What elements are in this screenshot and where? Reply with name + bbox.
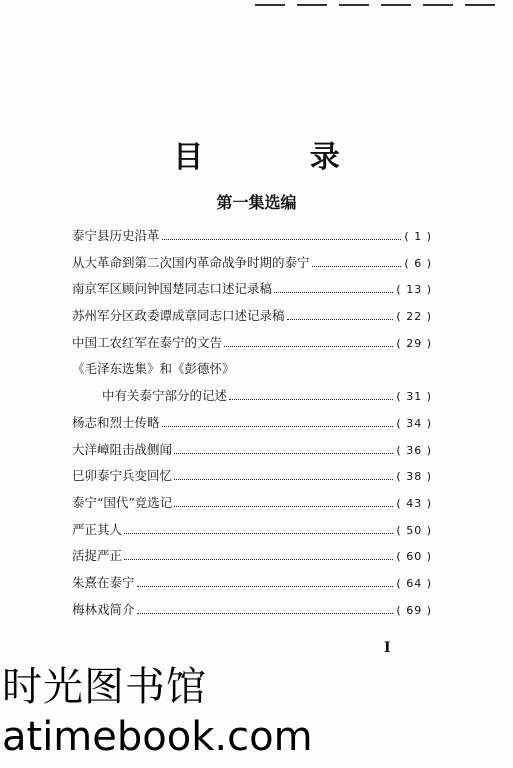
toc-entry-page: ( 13 ) — [396, 283, 432, 297]
toc-entry[interactable] — [72, 493, 432, 520]
dash-mark — [423, 4, 453, 6]
toc-entry-page: ( 1 ) — [404, 230, 432, 243]
toc-entry-page: ( 50 ) — [396, 523, 432, 537]
toc-leader-dots — [124, 533, 393, 534]
toc-entry[interactable] — [72, 600, 432, 627]
toc-entry-page: ( 60 ) — [396, 550, 432, 564]
toc-leader-dots — [162, 426, 394, 427]
toc-entry[interactable] — [72, 466, 432, 493]
page-number: I — [384, 640, 391, 656]
toc-entry-title: 大洋嶂阻击战侧闻 — [72, 441, 173, 457]
toc-entry-title: 苏州军分区政委谭成章同志口述记录稿 — [72, 308, 285, 324]
toc-entry-page: ( 64 ) — [396, 576, 432, 590]
toc-leader-dots — [174, 479, 393, 480]
toc-entry-page: ( 29 ) — [396, 336, 432, 350]
toc-entry[interactable] — [72, 413, 432, 440]
toc-entry[interactable] — [72, 279, 432, 306]
toc-leader-dots — [137, 586, 394, 587]
watermark-brand-text: 时光图书馆 — [2, 664, 207, 710]
dash-mark — [381, 4, 411, 6]
toc-entry[interactable] — [72, 546, 432, 573]
dash-mark — [339, 4, 369, 6]
toc-entry-title: 中有关泰宁部分的记述 — [102, 388, 228, 404]
toc-entry-title: 泰宁“国代”竞选记 — [72, 494, 173, 510]
page-title: 目 录 — [173, 140, 388, 175]
toc-entry-title: 《毛泽东选集》和《彭德怀》 — [72, 361, 235, 377]
toc-entry-title: 中国工农红军在泰宁的文告 — [72, 334, 223, 350]
toc-leader-dots — [137, 613, 394, 614]
toc-entry-title: 梅林戏简介 — [72, 601, 135, 617]
toc-entry[interactable] — [72, 359, 432, 386]
toc-entry[interactable] — [72, 306, 432, 333]
toc-entry[interactable] — [72, 386, 432, 413]
toc-leader-dots — [174, 453, 393, 454]
dash-mark — [255, 4, 285, 6]
toc-entry[interactable] — [72, 573, 432, 600]
toc-entry-page: ( 43 ) — [396, 496, 432, 510]
toc-entry-title: 巳卯泰宁兵变回忆 — [72, 468, 173, 484]
table-of-contents — [72, 226, 432, 626]
section-heading: 第一集选编 — [216, 193, 297, 212]
toc-entry-page: ( 36 ) — [396, 443, 432, 457]
toc-entry[interactable] — [72, 226, 432, 253]
toc-entry-title: 严正其人 — [72, 521, 123, 537]
toc-entry-page: ( 69 ) — [396, 603, 432, 617]
toc-leader-dots — [274, 292, 393, 293]
toc-entry[interactable] — [72, 253, 432, 280]
toc-entry-title: 南京军区顾问钟国楚同志口述记录稿 — [72, 281, 273, 297]
watermark-url-text: atimebook.com — [2, 714, 313, 760]
toc-leader-dots — [229, 399, 393, 400]
toc-entry-title: 活捉严正 — [72, 548, 123, 564]
toc-leader-dots — [312, 266, 402, 267]
site-watermark — [0, 662, 513, 768]
toc-leader-dots — [287, 319, 394, 320]
dash-mark — [297, 4, 327, 6]
toc-entry[interactable] — [72, 440, 432, 467]
toc-entry-page: ( 22 ) — [396, 310, 432, 324]
toc-leader-dots — [224, 346, 393, 347]
toc-entry[interactable] — [72, 520, 432, 547]
toc-entry-page: ( 31 ) — [396, 390, 432, 404]
toc-leader-dots — [124, 559, 393, 560]
dash-mark — [465, 4, 495, 6]
toc-entry[interactable] — [72, 333, 432, 360]
toc-entry-title: 泰宁县历史沿革 — [72, 228, 160, 243]
toc-entry-page: ( 38 ) — [396, 470, 432, 484]
toc-entry-title: 杨志和烈士传略 — [72, 414, 160, 430]
toc-entry-page: ( 34 ) — [396, 416, 432, 430]
toc-leader-dots — [162, 239, 402, 240]
toc-entry-title: 朱熹在泰宁 — [72, 574, 135, 590]
toc-entry-title: 从大革命到第二次国内革命战争时期的泰宁 — [72, 254, 310, 270]
top-edge-dashes — [255, 2, 510, 8]
toc-leader-dots — [174, 506, 393, 507]
toc-entry-page: ( 6 ) — [404, 256, 432, 270]
